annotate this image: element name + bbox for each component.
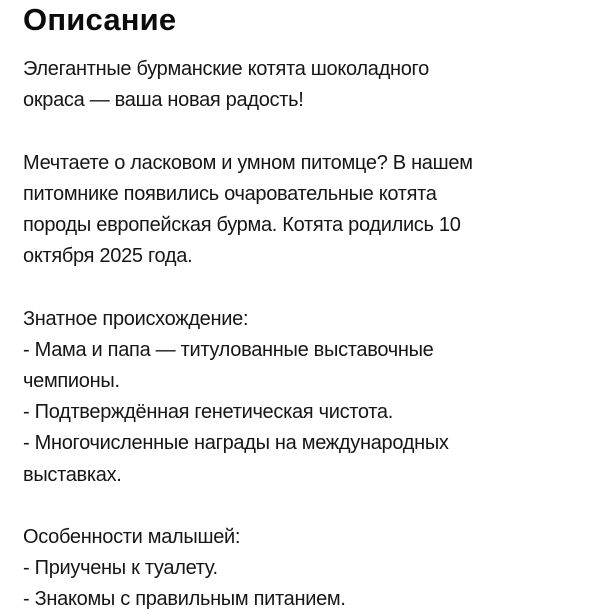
pedigree-paragraph bbox=[23, 304, 583, 491]
pedigree-item: - Многочисленные награды на международных bbox=[23, 432, 449, 455]
about-line: питомнике появились очаровательные котята bbox=[23, 182, 437, 205]
pedigree-item: выставках. bbox=[23, 463, 122, 486]
pedigree-heading: Знатное происхождение: bbox=[23, 307, 249, 330]
pedigree-item: - Мама и папа — титулованные выставочные bbox=[23, 338, 434, 361]
features-item: - Приучены к туалету. bbox=[23, 557, 218, 580]
section-title: Описание bbox=[23, 2, 177, 37]
about-line: Мечтаете о ласковом и умном питомце? В нашем bbox=[23, 151, 473, 174]
about-line: октября 2025 года. bbox=[23, 245, 193, 268]
pedigree-item: чемпионы. bbox=[23, 370, 120, 392]
intro-paragraph bbox=[23, 54, 583, 116]
pedigree-item: - Подтверждённая генетическая чистота. bbox=[23, 401, 394, 424]
description-section bbox=[23, 0, 583, 616]
paragraph-spacer bbox=[23, 491, 583, 522]
about-line: породы европейская бурма. Котята родились 10 bbox=[23, 214, 461, 236]
intro-line: окраса — ваша новая радость! bbox=[23, 89, 304, 112]
features-paragraph bbox=[23, 522, 583, 616]
intro-line: Элегантные бурманские котята шоколадного bbox=[23, 58, 429, 80]
paragraph-spacer bbox=[23, 272, 583, 303]
paragraph-spacer bbox=[23, 116, 583, 147]
about-paragraph bbox=[23, 148, 583, 273]
features-heading: Особенности малышей: bbox=[23, 526, 241, 548]
features-item: - Знакомы с правильным питанием. bbox=[23, 588, 346, 611]
